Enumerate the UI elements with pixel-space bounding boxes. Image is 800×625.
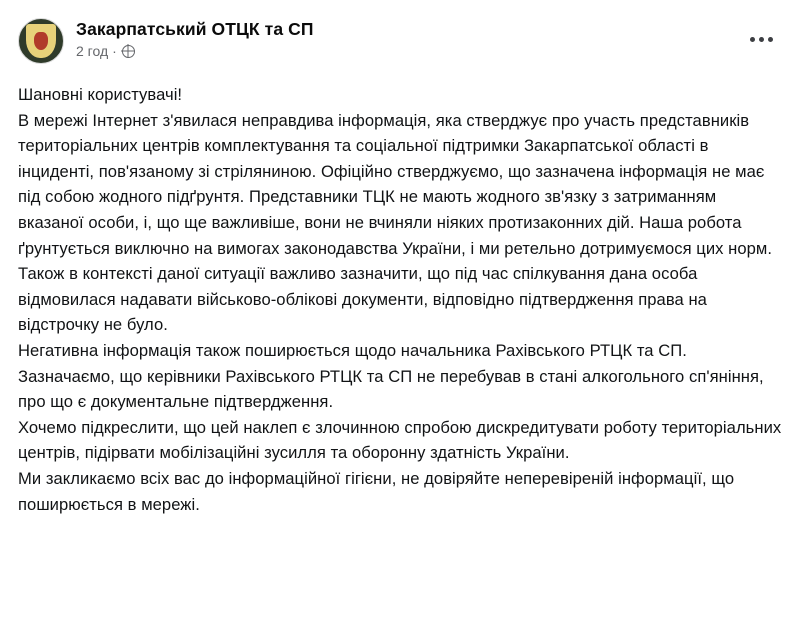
post-paragraph: Хочемо підкреслити, що цей наклеп є злочинною спробою дискредитувати роботу територіальних центрів, підірвати мобілізаційні зусилля та оборонну здатність України.	[18, 417, 782, 463]
dot-3	[768, 37, 773, 42]
globe-icon[interactable]	[122, 45, 135, 58]
post-paragraph: Негативна інформація також поширюється щодо начальника Рахівського РТЦК та СП. Зазначаємо, що керівники Рахівського РТЦК та СП не перебував в стані алкогольного сп'яніння, про що є документальне підтвердження.	[18, 340, 764, 412]
post-paragraph: В мережі Інтернет з'явилася неправдива інформація, яка стверджує про участь представників територіальних центрів комплектування та соціальної підтримки Закарпатської області в інциденті, пов'язаному зі стріляниною. Офіційно стверджуємо, що зазначена інформація не має під собою жодного підґрунтя. Представники ТЦК не мають жодного зв'язку з затриманням вказаної особи, і, що ще важливіше, вони не вчиняли ніяких протизаконних дій. Наша робота ґрунтується виключно на вимогах законодавства України, і ми ретельно дотримуємося цих норм.	[18, 110, 773, 258]
more-options-icon[interactable]	[744, 28, 778, 50]
post-header-text	[76, 16, 314, 62]
post-paragraph: Також в контексті даної ситуації важливо зазначити, що під час спілкування дана особа відмовилася надавати військово-облікові документи, відповідно підтвердження права на відстрочку не було.	[18, 264, 707, 335]
post-header	[18, 16, 782, 70]
meta-separator: ·	[112, 43, 117, 59]
dot-1	[750, 37, 755, 42]
dot-2	[759, 37, 764, 42]
post-body	[18, 82, 782, 517]
avatar[interactable]	[18, 18, 64, 64]
post-footer-strip	[0, 606, 800, 625]
post-timestamp[interactable]: 2 год	[76, 43, 109, 59]
post-paragraph: Шановні користувачі!	[18, 85, 183, 104]
coat-of-arms-icon	[26, 24, 56, 58]
post-paragraph: Ми закликаємо всіх вас до інформаційної гігієни, не довіряйте неперевіреній інформації, що поширюється в мережі.	[18, 468, 735, 514]
post-meta	[76, 42, 314, 60]
page-name[interactable]: Закарпатський ОТЦК та СП	[76, 19, 314, 39]
